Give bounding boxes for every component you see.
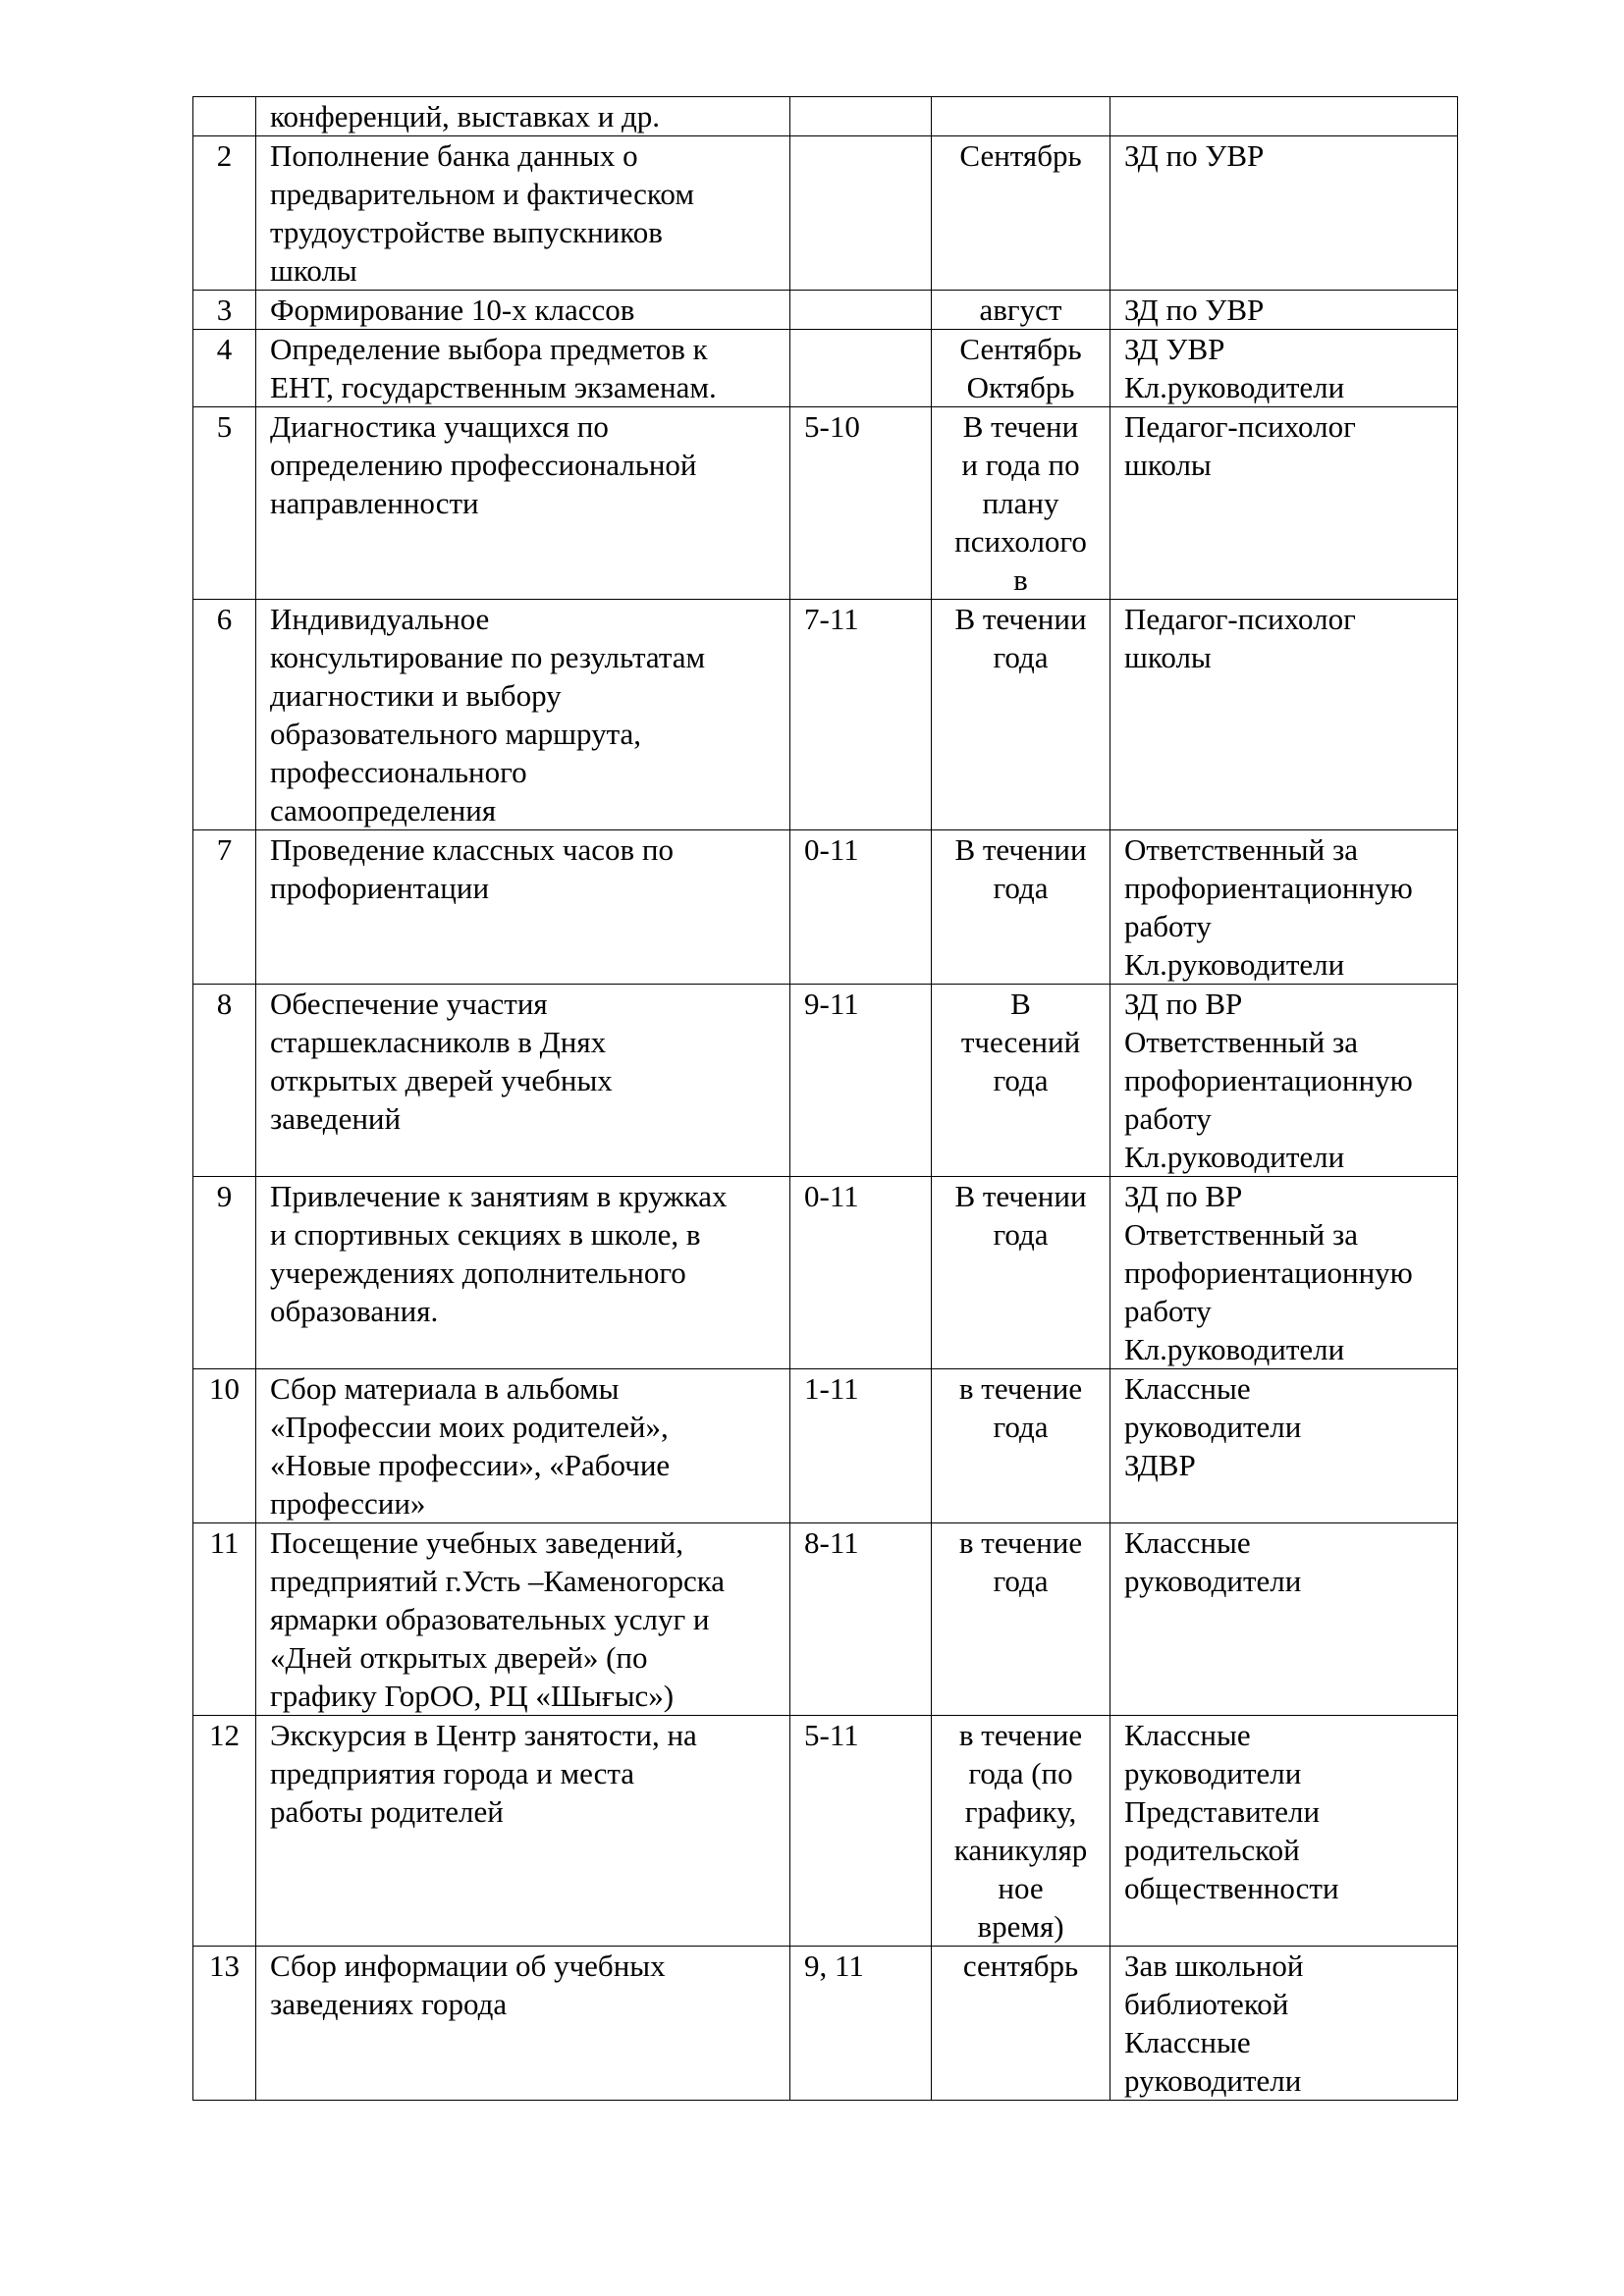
row-number-cell: 8 <box>193 985 256 1177</box>
career-guidance-plan-table <box>192 96 1458 2101</box>
dates-cell: август <box>932 291 1110 330</box>
row-number-cell: 9 <box>193 1177 256 1369</box>
table-row <box>193 600 1458 830</box>
dates-cell: В течении года <box>932 1177 1110 1369</box>
grades-cell <box>790 291 932 330</box>
event-cell: Привлечение к занятиям в кружках и спортивных секциях в школе, в учереждениях дополнительного образования. <box>256 1177 790 1369</box>
dates-cell: В течении года <box>932 830 1110 985</box>
responsible-cell: ЗД по ВР Ответственный за профориентационную работу Кл.руководители <box>1110 1177 1458 1369</box>
dates-cell: в течение года (по графику, каникуляр ное время) <box>932 1716 1110 1947</box>
responsible-cell <box>1110 97 1458 136</box>
event-cell: Пополнение банка данных о предварительном и фактическом трудоустройстве выпускников школы <box>256 136 790 291</box>
event-cell: Сбор информации об учебных заведениях города <box>256 1947 790 2101</box>
grades-cell: 0-11 <box>790 830 932 985</box>
table-row <box>193 407 1458 600</box>
event-cell: Сбор материала в альбомы «Профессии моих родителей», «Новые профессии», «Рабочие профессии» <box>256 1369 790 1523</box>
responsible-cell: Классные руководители <box>1110 1523 1458 1716</box>
grades-cell: 9, 11 <box>790 1947 932 2101</box>
table-row <box>193 1523 1458 1716</box>
grades-cell <box>790 136 932 291</box>
row-number-cell: 6 <box>193 600 256 830</box>
row-number-cell: 4 <box>193 330 256 407</box>
row-number-cell: 2 <box>193 136 256 291</box>
event-cell: конференций, выставках и др. <box>256 97 790 136</box>
grades-cell: 9-11 <box>790 985 932 1177</box>
event-cell: Проведение классных часов по профориентации <box>256 830 790 985</box>
dates-cell: в течение года <box>932 1369 1110 1523</box>
row-number-cell: 12 <box>193 1716 256 1947</box>
table-row <box>193 136 1458 291</box>
table-row <box>193 985 1458 1177</box>
dates-cell: Сентябрь Октябрь <box>932 330 1110 407</box>
table-row <box>193 1716 1458 1947</box>
responsible-cell: ЗД по ВР Ответственный за профориентационную работу Кл.руководители <box>1110 985 1458 1177</box>
responsible-cell: ЗД УВР Кл.руководители <box>1110 330 1458 407</box>
row-number-cell: 13 <box>193 1947 256 2101</box>
responsible-cell: Педагог-психолог школы <box>1110 600 1458 830</box>
table-row <box>193 97 1458 136</box>
event-cell: Посещение учебных заведений, предприятий г.Усть –Каменогорска ярмарки образовательных услуг и «Дней открытых дверей» (по графику ГорОО, РЦ «Шығыс») <box>256 1523 790 1716</box>
row-number-cell: 10 <box>193 1369 256 1523</box>
event-cell: Экскурсия в Центр занятости, на предприятия города и места работы родителей <box>256 1716 790 1947</box>
dates-cell: Сентябрь <box>932 136 1110 291</box>
grades-cell: 5-10 <box>790 407 932 600</box>
table-row <box>193 1369 1458 1523</box>
grades-cell: 5-11 <box>790 1716 932 1947</box>
dates-cell: в течение года <box>932 1523 1110 1716</box>
table-row <box>193 1177 1458 1369</box>
row-number-cell: 5 <box>193 407 256 600</box>
table-body <box>193 97 1458 2101</box>
grades-cell <box>790 330 932 407</box>
row-number-cell: 11 <box>193 1523 256 1716</box>
responsible-cell: Ответственный за профориентационную работу Кл.руководители <box>1110 830 1458 985</box>
table-row <box>193 830 1458 985</box>
responsible-cell: ЗД по УВР <box>1110 291 1458 330</box>
dates-cell: В течени и года по плану психолого в <box>932 407 1110 600</box>
dates-cell: В тчесений года <box>932 985 1110 1177</box>
grades-cell: 1-11 <box>790 1369 932 1523</box>
row-number-cell: 7 <box>193 830 256 985</box>
responsible-cell: Педагог-психолог школы <box>1110 407 1458 600</box>
grades-cell: 7-11 <box>790 600 932 830</box>
event-cell: Формирование 10-х классов <box>256 291 790 330</box>
row-number-cell: 3 <box>193 291 256 330</box>
responsible-cell: Классные руководители ЗДВР <box>1110 1369 1458 1523</box>
dates-cell <box>932 97 1110 136</box>
grades-cell: 0-11 <box>790 1177 932 1369</box>
table-row <box>193 1947 1458 2101</box>
row-number-cell <box>193 97 256 136</box>
event-cell: Диагностика учащихся по определению профессиональной направленности <box>256 407 790 600</box>
table-row <box>193 330 1458 407</box>
responsible-cell: ЗД по УВР <box>1110 136 1458 291</box>
event-cell: Определение выбора предметов к ЕНТ, государственным экзаменам. <box>256 330 790 407</box>
dates-cell: В течении года <box>932 600 1110 830</box>
responsible-cell: Зав школьной библиотекой Классные руководители <box>1110 1947 1458 2101</box>
grades-cell: 8-11 <box>790 1523 932 1716</box>
dates-cell: сентябрь <box>932 1947 1110 2101</box>
responsible-cell: Классные руководители Представители родительской общественности <box>1110 1716 1458 1947</box>
table-row <box>193 291 1458 330</box>
grades-cell <box>790 97 932 136</box>
event-cell: Обеспечение участия старшекласниколв в Днях открытых дверей учебных заведений <box>256 985 790 1177</box>
event-cell: Индивидуальное консультирование по результатам диагностики и выбору образовательного маршрута, профессионального самоопределения <box>256 600 790 830</box>
